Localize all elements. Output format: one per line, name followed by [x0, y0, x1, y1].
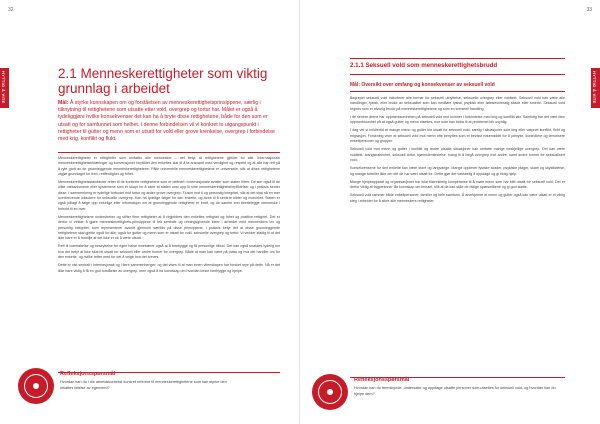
reflection-question: Hvordan kan du i din arbeidskontekst konkret referere til menneskerettighetene som kan styrke den utsattes følelse av egenverd?	[60, 380, 227, 390]
paragraph: I dag vet vi imidlertid at mange menn og gutter blir utsatt for seksuell vold, særlig i situasjoner som krig eller væpnet konflikt, flukt og migrasjon. Forskning viser at seksuell vold mot menn ofte benyttes som et bevisst virkemiddel for å ydmyke, kontrollere og terrorisere enkeltpersoner og grupper.	[350, 128, 565, 144]
divider	[350, 58, 565, 59]
page-number-left: 32	[8, 7, 14, 13]
page-title: 2.1 Menneskerettigheter som viktig grunnlag i arbeidet	[58, 66, 268, 96]
paragraph: Seksuell vold mot menn og gutter i konflikt og andre utsatte situasjoner kan omfatte mange forskjellige overgrep. Det kan være voldtekt, tvangsnakenhet, seksuell tortur, kjønnslemlestelse, tvang til å begå overgrep mot andre, samt andre former for seksualisert vold.	[350, 147, 565, 162]
goal-box	[58, 100, 280, 143]
page-number-right: 33	[586, 7, 592, 13]
reflection-badge-icon	[312, 374, 348, 410]
goal-box-right	[350, 82, 565, 88]
section-tab-left: HYTTIG Å VITE	[0, 68, 9, 108]
goal-label: Mål:	[58, 100, 69, 106]
section-tab-right: HYTTIG Å VITE	[591, 68, 600, 108]
paragraph: Rett til ivaretakelse og beskyttelse for egen helse innebærer også at å forebygge og få personlige tilbud. Det kan også snakkes tydelig om hva det betyr at ikke skal bli utsatt for seksuell eller andre former for overgrep. Både at man kan være på plass og hva det handler om for den enkelte, og hvilke retter med for det å velge hva det kreves.	[58, 244, 280, 260]
paragraph: Menneskerettighetene understreker og stifter flere rettigheter at å regjeldres den enkeltes rettighet og frihet og positive rettighet. Det er derfor vi vektør å gjøre menneskerettighets-prinsippene til felt sentrale og retningsgivende ideer i arbeidet med menneskers lov og personlig integritet, som representerer avsnitt gjennom særtids på disse prinsippene. I praksis betyr det at disse grunnleggende rettighetene skal gjelde også for alle, også for gutter og menn som er utsatt for vold, seksuelle overgrep og tortur. Vi vender stadig til at det ikke bare er å formilje at det ikke er ok å være utsatt.	[58, 214, 280, 241]
paragraph: Dette er vist sentralt i internasjonalt og i flere sammenhenger, og det vises til at man innen vitenskapen har forsket mye på dette. Nå er det ikke bare viktig å få en god forståelse av overgrep, men også å ha kunnskap om hvordan beste forebygge og hjelpe.	[58, 263, 280, 273]
divider	[350, 74, 565, 75]
divider	[58, 152, 280, 153]
paragraph: Konsekvensene for den enkelte kan være store og langvarige. Mange opplever fysiske skader, psykiske plager, skam og skyldfølelse, og mange forteller ikke om det de har vært utsatt for. Dette gjør det vanskelig å oppdage og gi riktig hjelp.	[350, 166, 565, 176]
paragraph: Begrepet seksuell vold inkluderer alle former for seksuell utnyttelse, seksuelle overgrep eller voldtekt. Seksuell vold kan være alle handlinger, fysisk, eller bruke av seksualitet som kan medføre fysisk, psykisk eller følelsesmessig skade eller smerte. Seksuell vold regnes som et alvorlig brudd på menneskerettighetene og som en kriminell handling.	[350, 96, 565, 111]
paragraph: Menneskerettigheter er rettigheter som omfatter alle mennesker – det betyr at rettighetene gjelder for alle. Internasjonale menneskerettighetserklæringer og konvensjoner forpliktet den enkeltes stat til å ta ansvaret med verdighet og respekt og at alle har rett på å ryte godt av de grunnleggende menneskerettighetene. Pålle universelle menneskerettighetene er universelle, slik at disse rettighetene utgjør grunnlaget for fred, rettferdighet og frihet.	[58, 156, 280, 176]
paragraph: I de senere årene har oppmerksomheten på seksuell vold mot kvinner i forbindelse med krig og konflikt økt. Samtidig har det vært liten oppmerksomhet på at også gutter og menn utsettes, noe som kan bidra til at problemet blir usynlig.	[350, 114, 565, 125]
goal-label: Mål:	[350, 82, 360, 88]
goal-text: Å styrke kunnskapen om og forståelsen av menneskerettighetsprinsippene, særlig i tilknytning til rettighetene som utsatte etter vold, overgrep og tortur har. Målet er også å tydeliggjøre hvilke konsekvenser det kan ha å bryte disse rettighetene, både for den som er utsatt og for samfunnet som helhet. I denne forbindelsen vil vi konkret to utgangspunkt i rettigheter til gutter og menn som er utsatt for vold eller grove krenkelse, overgrep i forbindelse med krig, konflikt og flukt.	[58, 100, 275, 143]
body-text	[58, 156, 280, 277]
reflection-badge-icon	[18, 368, 54, 404]
goal-text: Oversikt over omfang og konsekvenser av seksuell vold	[361, 82, 495, 88]
paragraph: Menneskerettighetsstandarder retter til de konkrete rettighetene som er definert i internasjonale avtaler som staten tiltrer. De sier også til de ulike mekanismene eller systemene som er skapt for å sikre at staten over opp til sine menneskerettighetsforpliktelser og i praksis henter disse. I sammenheng er tydelige forbudet mot tortur og andre grove overgrep. Tiuskn mot ti og personlig integritet, slik at det skal nå en mer overkrevende inkludere for seksuelle overgrep. Kan ha tydelige følger for den enkelte, og bidra til å sentere kilder og motvirket. Staten er også pålagt å følge opp enkelige eller informasjon om at grunnleggende rettigheter er brutt, og de samhe enn tilrettelegge menneske i forhold til en hver.	[58, 180, 280, 211]
reflection-question: Hvordan kan du fremskynde, undersøke og oppdage utsatte personer som utsettes for seksuell vold, og hvordan kan du hjelpe dem?	[354, 386, 556, 396]
paragraph: Seksuell vold rammer både enkeltpersoner, familier og hele samfunn. Å anerkjenne at menn og gutter også kan være utsatt er et viktig steg i arbeidet for å sikre alle menneskers rettigheter.	[350, 193, 565, 203]
reflection-title: Refleksjonsspørsmål	[60, 371, 116, 377]
section-heading: 2.1.1 Seksuell vold som menneskerettighetsbrudd	[350, 62, 498, 69]
paragraph: Mange hjelpeapparat og organisasjoner har ikke tilstrekkelig kompetanse til å møte menn som har blitt utsatt for seksuell vold. Det er derfor viktig at fagpersoner får kunnskap om temaet, slik at de kan stille de riktige spørsmålene og gi god støtte.	[350, 179, 565, 190]
reflection-box-right	[312, 374, 572, 414]
body-text-right	[350, 96, 565, 207]
divider	[350, 91, 565, 92]
reflection-title: Refleksjonsspørsmål	[354, 377, 410, 383]
reflection-box	[18, 368, 288, 408]
